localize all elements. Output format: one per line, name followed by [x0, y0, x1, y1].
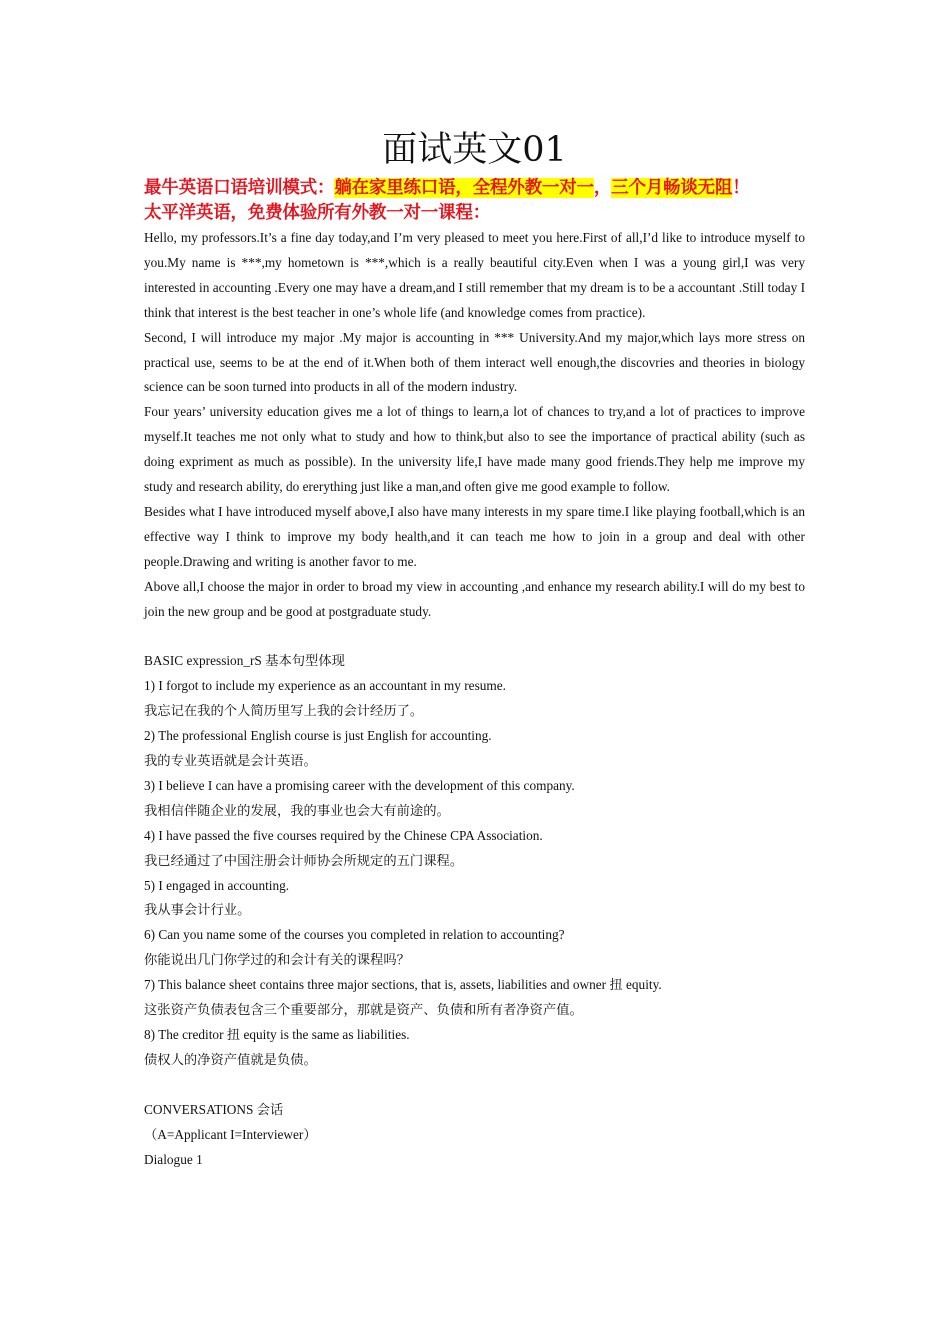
basic-item-zh: 我忘记在我的个人简历里写上我的会计经历了。	[144, 703, 424, 719]
promo-line-1	[144, 176, 805, 201]
basic-item-en: 8) The creditor 扭 equity is the same as liabilities.	[144, 1026, 410, 1042]
conversations-heading: CONVERSATIONS 会话	[144, 1101, 284, 1117]
promo-comma: ，	[593, 178, 612, 198]
basic-item-zh: 这张资产负债表包含三个重要部分，那就是资产、负债和所有者净资产值。	[144, 1002, 583, 1018]
basic-item-zh: 你能说出几门你学过的和会计有关的课程吗？	[144, 952, 410, 968]
basic-item-en: 4) I have passed the five courses required by the Chinese CPA Association.	[144, 827, 543, 843]
intro-paragraph-3: Four years’ university education gives me a lot of things to learn,a lot of chances to try,and a lot of practices to improve myself.It teaches me not only what to study and how to think,but also to see the importance of practical ability (such as doing expriment as much as possible). In the university life,I have made many good friends.They help me improve my study and research ability, do ererything just like a man,and often give me good example to follow.	[144, 404, 805, 495]
basic-item-en: 1) I forgot to include my experience as an accountant in my resume.	[144, 678, 506, 694]
intro-paragraph-5: Above all,I choose the major in order to broad my view in accounting ,and enhance my research ability.I will do my best to join the new group and be good at postgraduate study.	[144, 578, 805, 619]
spacer	[144, 625, 805, 650]
basic-item-zh: 债权人的净资产值就是负债。	[144, 1051, 317, 1067]
promo-highlight-1: 躺在家里练口语，	[334, 178, 473, 198]
basic-item-zh: 我的专业英语就是会计英语。	[144, 753, 317, 769]
basic-item-zh: 我已经通过了中国注册会计师协会所规定的五门课程。	[144, 852, 464, 868]
basic-item-en: 7) This balance sheet contains three major sections, that is, assets, liabilities and owner 扭 equity.	[144, 977, 662, 993]
promo-highlight-3: 三个月畅谈无阻	[611, 178, 733, 198]
page-title: 面试英文01	[382, 130, 567, 170]
promo-line-2: 太平洋英语，免费体验所有外教一对一课程：	[144, 203, 490, 223]
document-page	[144, 126, 805, 1172]
basic-item-en: 3) I believe I can have a promising career with the development of this company.	[144, 777, 575, 793]
intro-paragraph-1: Hello, my professors.It’s a fine day today,and I’m very pleased to meet you here.First of all,I’d like to introduce myself to you.My name is ***,my hometown is ***,which is a really beautiful city.Even when I was a young girl,I was very interested in accounting .Every one may have a dream,and I still remember that my dream is to be a accountant .Still today I think that interest is the best teacher in one’s whole life (and knowledge comes from practice).	[144, 230, 805, 320]
intro-paragraph-2: Second, I will introduce my major .My major is accounting in *** University.And my major,which lays more stress on practical use, seems to be at the end of it.When both of them interact well enough,the discovries and theories in biology science can be soon turned into products in all of the modern industry.	[144, 329, 805, 395]
spacer	[144, 1073, 805, 1098]
intro-paragraph-4: Besides what I have introduced myself above,I also have many interests in my spare time.I like playing football,which is an effective way I think to improve my body health,and it can teach me how to join in a group and deal with other people.Drawing and writing is another favor to me.	[144, 503, 805, 569]
promo-exclaim: ！	[732, 178, 750, 198]
basic-item-zh: 我相信伴随企业的发展，我的事业也会大有前途的。	[144, 802, 450, 818]
basic-heading: BASIC expression_rS 基本句型体现	[144, 653, 345, 669]
basic-item-zh: 我从事会计行业。	[144, 902, 251, 918]
promo-highlight-2: 全程外教一对一	[472, 178, 594, 198]
conversations-legend: （A=Applicant I=Interviewer）	[144, 1126, 317, 1142]
basic-item-en: 6) Can you name some of the courses you completed in relation to accounting?	[144, 927, 565, 943]
promo-text: 最牛英语口语培训模式：	[144, 178, 335, 198]
dialogue-heading: Dialogue 1	[144, 1151, 203, 1167]
basic-item-en: 2) The professional English course is just English for accounting.	[144, 728, 492, 744]
basic-item-en: 5) I engaged in accounting.	[144, 877, 290, 893]
